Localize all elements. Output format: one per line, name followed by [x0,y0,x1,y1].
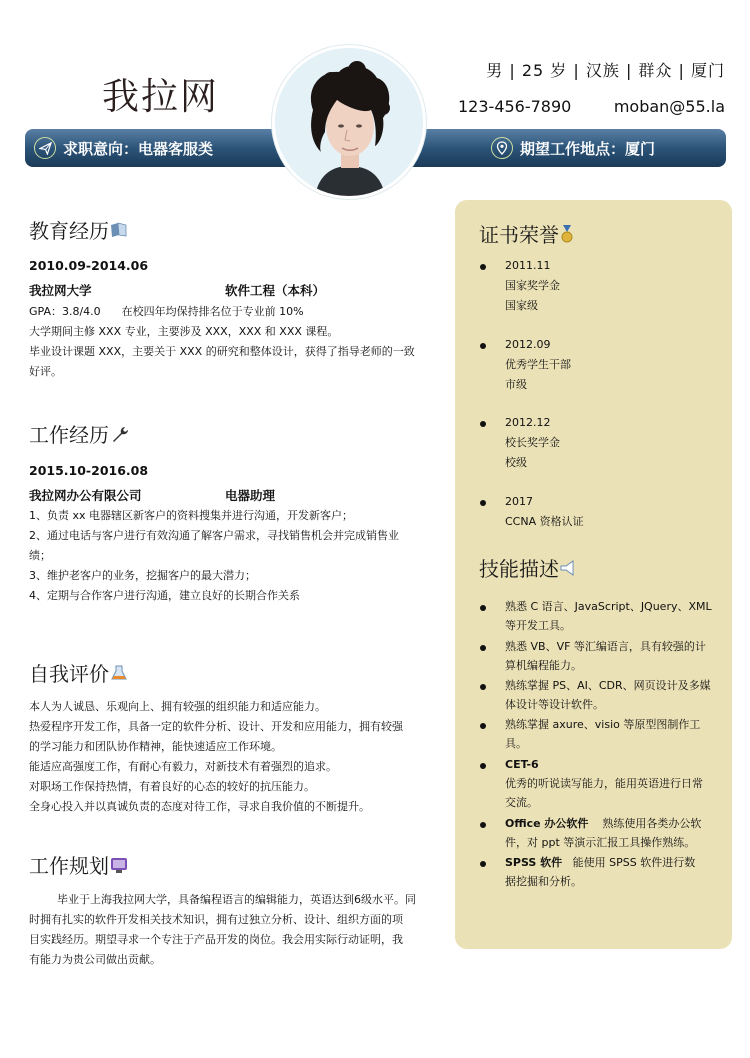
certs-section-title: 证书荣誉 [479,219,575,248]
skill-item: CET-6 优秀的听说读写能力，能用英语进行日常 交流。 [505,758,703,809]
skill-item: 熟练掌握 axure、visio 等原型图制作工 具。 [505,718,701,750]
cert-item: 2011.11 国家奖学金 国家级 [505,259,560,312]
plan-details [29,890,429,970]
work-line: 4、定期与合作客户进行沟通，建立良好的长期合作关系 [29,589,300,602]
sidebar-panel [455,200,732,949]
cert-bullet [480,343,486,349]
education-line: 大学期间主修 XXX 专业，主要涉及 XXX，XXX 和 XXX 课程。 [29,325,339,338]
work-company-row [29,486,429,504]
education-line: 好评。 [29,365,62,378]
basic-info: 男 | 25 岁 | 汉族 | 群众 | 厦门 [486,61,725,80]
skill-bullet [480,861,486,867]
major-name: 软件工程（本科） [225,283,326,298]
work-line: 绩； [29,549,51,562]
skill-item: 熟悉 VB、VF 等汇编语言，具有较强的计 算机编程能力。 [505,640,706,672]
plan-section-title: 工作规划 [29,850,429,879]
job-intent [34,136,213,160]
work-section-title: 工作经历 [29,419,429,448]
education-line: GPA：3.8/4.0 在校四年均保持排名位于专业前 10% [29,305,304,318]
education-details [29,302,429,382]
cert-bullet [480,500,486,506]
self-eval-line: 对职场工作保持热情，有着良好的心态的较好的抗压能力。 [29,780,315,793]
cert-bullet [480,421,486,427]
self-eval-line: 热爱程序开发工作，具备一定的软件分析、设计、开发和应用能力，拥有较强 [29,720,403,733]
company-name: 我拉网办公有限公司 [29,488,142,503]
cert-bullet [480,264,486,270]
phone-number: 123-456-7890 [458,97,572,116]
work-line: 2、通过电话与客户进行有效沟通了解客户需求，寻找销售机会并完成销售业 [29,529,399,542]
megaphone-icon [559,559,577,577]
work-line: 1、负责 xx 电器辖区新客户的资料搜集并进行沟通，开发新客户； [29,509,354,522]
skill-bullet [480,684,486,690]
skill-item: 熟悉 C 语言、JavaScript、JQuery、XML 等开发工具。 [505,600,712,632]
work-line: 3、维护老客户的业务，挖掘客户的最大潜力； [29,569,256,582]
work-location [491,136,655,160]
cert-item: 2012.12 校长奖学金 校级 [505,416,560,469]
job-intent-text: 求职意向：电器客服类 [63,139,214,158]
medal-icon [559,224,575,244]
avatar [272,45,426,199]
self-eval-details [29,697,429,817]
work-period: 2015.10-2016.08 [29,463,149,478]
skill-item: Office 办公软件 熟练使用各类办公软 件，对 ppt 等演示汇报工具操作熟练。 [505,817,702,849]
plan-line: 有能力为贵公司做出贡献。 [29,953,161,966]
position-name: 电器助理 [225,488,276,503]
education-section-title: 教育经历 [29,215,429,244]
plan-line: 目实践经历。期望寻求一个专注于产品开发的岗位。我会用实际行动证明，我 [29,933,403,946]
location-pin-icon [491,137,513,159]
skills-section-title: 技能描述 [479,553,577,582]
paper-plane-icon [34,137,56,159]
skill-bullet [480,605,486,611]
work-location-text: 期望工作地点：厦门 [520,139,656,158]
education-line: 毕业设计课题 XXX，主要关于 XXX 的研究和整体设计，获得了指导老师的一致 [29,345,415,358]
cert-item: 2012.09 优秀学生干部 市级 [505,338,571,391]
skill-bullet [480,645,486,651]
flask-icon [110,664,128,682]
skill-bullet [480,763,486,769]
self-eval-line: 的学习能力和团队协作精神，能快速适应工作环境。 [29,740,282,753]
candidate-name: 我拉网 [102,75,219,118]
cert-item: 2017 CCNA 资格认证 [505,495,584,528]
skill-bullet [480,723,486,729]
self-eval-line: 全身心投入并以真诚负责的态度对待工作，寻求自我价值的不断提升。 [29,800,370,813]
school-name: 我拉网大学 [29,283,92,298]
plan-line: 毕业于上海我拉网大学，具备编程语言的编辑能力，英语达到6级水平。同 [29,893,416,906]
skill-item: 熟练掌握 PS、AI、CDR、网页设计及多媒 体设计等设计软件。 [505,679,711,711]
wrench-icon [110,425,130,443]
work-details [29,506,429,606]
skill-bullet [480,822,486,828]
self-eval-line: 能适应高强度工作，有耐心有毅力，对新技术有着强烈的追求。 [29,760,337,773]
self-eval-line: 本人为人诚恳、乐观向上、拥有较强的组织能力和适应能力。 [29,700,326,713]
monitor-icon [110,856,128,874]
education-period: 2010.09-2014.06 [29,258,149,273]
self-eval-section-title: 自我评价 [29,658,429,687]
plan-line: 时拥有扎实的软件开发相关技术知识，拥有过独立分析、设计、组织方面的项 [29,913,403,926]
book-icon [110,222,128,238]
main-column [29,215,429,970]
education-school-row [29,281,429,299]
skill-item: SPSS 软件 能使用 SPSS 软件进行数 据挖掘和分析。 [505,856,696,888]
email-address: moban@55.la [613,97,725,116]
